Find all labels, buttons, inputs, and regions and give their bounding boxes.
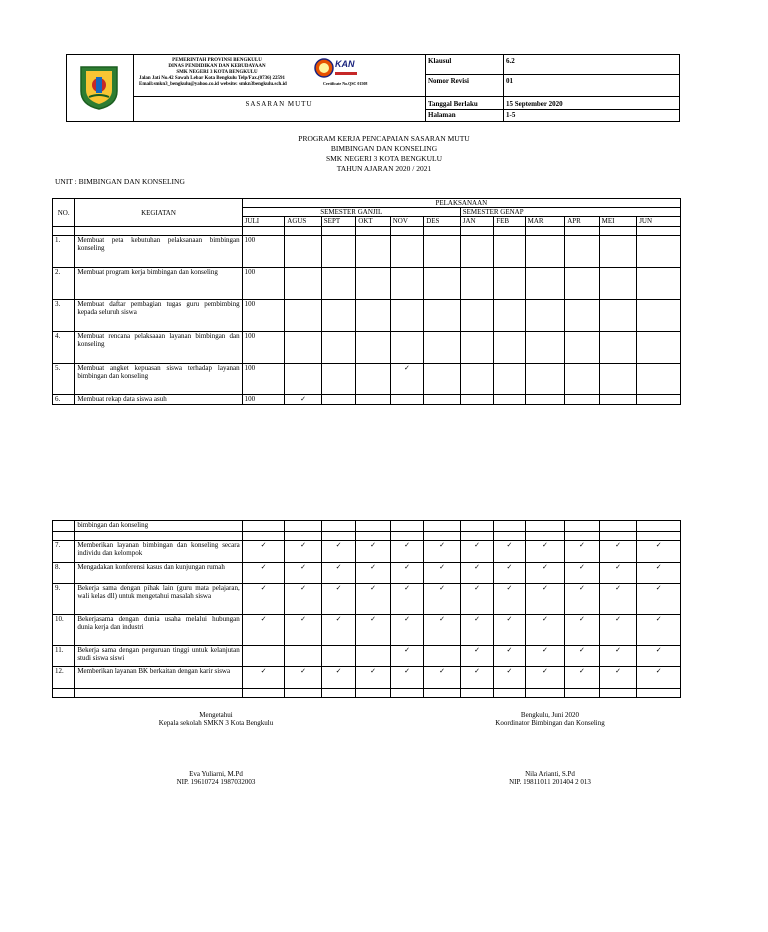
check-mark: ✓ <box>460 541 493 563</box>
empty-cell <box>599 268 637 300</box>
empty-cell <box>285 236 322 268</box>
empty-cell <box>637 236 681 268</box>
check-mark: ✓ <box>356 541 390 563</box>
empty-cell <box>390 300 423 332</box>
table-row <box>53 332 681 364</box>
row-kegiatan: Membuat daftar pembagian tugas guru pembimbing kepada seluruh siswa <box>75 300 242 332</box>
check-mark: ✓ <box>285 584 322 615</box>
table-row <box>53 584 681 615</box>
empty-cell <box>637 300 681 332</box>
check-mark: ✓ <box>390 646 423 667</box>
empty-cell <box>242 227 285 236</box>
empty-cell <box>565 227 599 236</box>
check-mark: ✓ <box>565 563 599 584</box>
field-value-tanggal: 15 September 2020 <box>506 100 563 108</box>
table-row <box>53 268 681 300</box>
check-mark: ✓ <box>285 395 322 405</box>
month-header-sept: SEPT <box>321 217 355 227</box>
sig-left-line1: Mengetahui <box>199 711 233 719</box>
field-label-revisi: Nomor Revisi <box>428 77 469 85</box>
empty-cell <box>356 300 390 332</box>
check-mark: ✓ <box>637 615 681 646</box>
empty-cell <box>321 646 355 667</box>
check-mark: ✓ <box>356 667 390 689</box>
check-mark: ✓ <box>494 667 525 689</box>
row-kegiatan: Membuat peta kebutuhan pelaksanaan bimbingan konseling <box>75 236 242 268</box>
empty-cell <box>356 236 390 268</box>
program-table-top <box>52 198 681 405</box>
empty-cell <box>599 364 637 395</box>
check-mark: ✓ <box>321 563 355 584</box>
empty-cell <box>321 364 355 395</box>
row-kegiatan: Membuat rekap data siswa asuh <box>75 395 242 405</box>
empty-cell <box>321 268 355 300</box>
check-mark: ✓ <box>321 667 355 689</box>
org-line-2: DINAS PENDIDIKAN DAN KEBUDAYAAN <box>168 64 266 69</box>
empty-cell <box>525 268 565 300</box>
empty-cell <box>565 300 599 332</box>
empty-cell <box>75 227 242 236</box>
empty-cell <box>321 395 355 405</box>
percent-value: 100 <box>242 395 285 405</box>
empty-cell <box>494 689 525 698</box>
header-pelaksanaan: PELAKSANAAN <box>242 199 680 208</box>
row-number: 8. <box>53 563 75 584</box>
empty-cell <box>637 364 681 395</box>
row-number: 4. <box>53 332 75 364</box>
check-mark: ✓ <box>424 615 461 646</box>
check-mark: ✓ <box>637 541 681 563</box>
empty-cell <box>321 689 355 698</box>
row-number: 12. <box>53 667 75 689</box>
empty-cell <box>494 236 525 268</box>
empty-cell <box>321 521 355 532</box>
month-header-mei: MEI <box>599 217 637 227</box>
table-row <box>53 667 681 689</box>
field-value-revisi: 01 <box>506 77 513 85</box>
empty-cell <box>565 689 599 698</box>
empty-cell <box>637 395 681 405</box>
header-semester-genap: SEMESTER GENAP <box>460 208 680 217</box>
check-mark: ✓ <box>525 667 565 689</box>
empty-cell <box>321 227 355 236</box>
row-kegiatan: Bekerjasama dengan dunia usaha melalui hubungan dunia kerja dan industri <box>75 615 242 646</box>
empty-cell <box>525 689 565 698</box>
empty-cell <box>599 236 637 268</box>
month-header-juli: JULI <box>242 217 285 227</box>
empty-cell <box>285 268 322 300</box>
org-line-1: PEMERINTAH PROVINSI BENGKULU <box>172 58 262 63</box>
empty-cell <box>242 646 285 667</box>
check-mark: ✓ <box>565 615 599 646</box>
empty-cell <box>75 532 242 541</box>
table-row <box>53 646 681 667</box>
empty-cell <box>599 227 637 236</box>
check-mark: ✓ <box>424 563 461 584</box>
empty-cell <box>565 395 599 405</box>
empty-cell <box>525 332 565 364</box>
row-number: 6. <box>53 395 75 405</box>
empty-cell <box>424 395 461 405</box>
title-line-2: BIMBINGAN DAN KONSELING <box>330 144 438 153</box>
empty-cell <box>494 395 525 405</box>
row-kegiatan: Membuat program kerja bimbingan dan konseling <box>75 268 242 300</box>
program-table-bottom <box>52 520 681 698</box>
empty-cell <box>285 689 322 698</box>
check-mark: ✓ <box>242 615 285 646</box>
check-mark: ✓ <box>321 615 355 646</box>
empty-cell <box>285 227 322 236</box>
month-header-apr: APR <box>565 217 599 227</box>
month-header-agus: AGUS <box>285 217 322 227</box>
empty-cell <box>525 236 565 268</box>
month-header-okt: OKT <box>356 217 390 227</box>
check-mark: ✓ <box>390 584 423 615</box>
check-mark: ✓ <box>599 563 637 584</box>
header-semester-ganjil: SEMESTER GANJIL <box>242 208 460 217</box>
address-line: Jalan Jati No.42 Sawah Lebar Kota Bengkulu Telp/Fax.(0736) 22591 <box>139 76 286 81</box>
month-header-feb: FEB <box>494 217 525 227</box>
check-mark: ✓ <box>424 667 461 689</box>
check-mark: ✓ <box>494 563 525 584</box>
table-row <box>53 541 681 563</box>
empty-cell <box>356 395 390 405</box>
empty-cell <box>565 364 599 395</box>
empty-cell <box>637 268 681 300</box>
row-number: 3. <box>53 300 75 332</box>
check-mark: ✓ <box>242 667 285 689</box>
empty-cell <box>356 689 390 698</box>
month-header-nov: NOV <box>390 217 423 227</box>
check-mark: ✓ <box>285 667 322 689</box>
empty-cell <box>525 532 565 541</box>
check-mark: ✓ <box>460 615 493 646</box>
sig-right-name: Nila Arianti, S.Pd <box>525 770 575 778</box>
empty-cell <box>525 364 565 395</box>
check-mark: ✓ <box>525 646 565 667</box>
kan-logo: KAN <box>335 59 355 69</box>
empty-cell <box>321 532 355 541</box>
empty-cell <box>390 532 423 541</box>
sig-left-line2: Kepala sekolah SMKN 3 Kota Bengkulu <box>158 719 274 727</box>
check-mark: ✓ <box>285 541 322 563</box>
kan-logo-bar <box>335 72 357 75</box>
month-header-des: DES <box>424 217 461 227</box>
check-mark: ✓ <box>565 646 599 667</box>
check-mark: ✓ <box>242 541 285 563</box>
check-mark: ✓ <box>565 584 599 615</box>
empty-cell <box>599 395 637 405</box>
row-kegiatan: Membuat angket kepuasan siswa terhadap layanan bimbingan dan konseling <box>75 364 242 395</box>
empty-cell <box>53 227 75 236</box>
empty-cell <box>356 364 390 395</box>
empty-cell <box>356 332 390 364</box>
check-mark: ✓ <box>599 584 637 615</box>
check-mark: ✓ <box>242 584 285 615</box>
empty-cell <box>637 227 681 236</box>
empty-cell <box>242 689 285 698</box>
check-mark: ✓ <box>494 584 525 615</box>
check-mark: ✓ <box>285 563 322 584</box>
unit-label: UNIT : BIMBINGAN DAN KONSELING <box>55 177 185 186</box>
check-mark: ✓ <box>460 646 493 667</box>
empty-cell <box>356 268 390 300</box>
table-row <box>53 364 681 395</box>
empty-cell <box>460 332 493 364</box>
row-kegiatan: Memberikan layanan BK berkaitan dengan karir siswa <box>75 667 242 689</box>
empty-cell <box>599 300 637 332</box>
empty-cell <box>494 332 525 364</box>
check-mark: ✓ <box>637 563 681 584</box>
empty-cell <box>242 532 285 541</box>
empty-cell <box>356 521 390 532</box>
table-row <box>53 395 681 405</box>
sig-right-line1: Bengkulu, Juni 2020 <box>520 711 580 719</box>
field-value-halaman: 1-5 <box>506 111 516 119</box>
empty-cell <box>321 300 355 332</box>
check-mark: ✓ <box>599 646 637 667</box>
row-number: 2. <box>53 268 75 300</box>
empty-cell <box>565 268 599 300</box>
empty-cell <box>75 689 242 698</box>
empty-cell <box>460 532 493 541</box>
row-kegiatan: Memberikan layanan bimbingan dan konseling secara individu dan kelompok <box>75 541 242 563</box>
row-kegiatan: Bekerja sama dengan pihak lain (guru mata pelajaran, wali kelas dll) untuk mengetahui masalah siswa <box>75 584 242 615</box>
empty-cell <box>637 521 681 532</box>
empty-cell <box>460 300 493 332</box>
check-mark: ✓ <box>390 563 423 584</box>
empty-cell <box>424 364 461 395</box>
empty-cell <box>321 332 355 364</box>
check-mark: ✓ <box>390 615 423 646</box>
check-mark: ✓ <box>460 667 493 689</box>
percent-value: 100 <box>242 236 285 268</box>
check-mark: ✓ <box>494 646 525 667</box>
header-kegiatan: KEGIATAN <box>75 199 242 227</box>
check-mark: ✓ <box>321 541 355 563</box>
row-kegiatan: Mengadakan konferensi kasus dan kunjungan rumah <box>75 563 242 584</box>
percent-value: 100 <box>242 300 285 332</box>
check-mark: ✓ <box>356 563 390 584</box>
sig-right-line2: Koordinator Bimbingan dan Konseling <box>495 719 605 727</box>
check-mark: ✓ <box>637 646 681 667</box>
empty-cell <box>285 521 322 532</box>
empty-cell <box>599 689 637 698</box>
empty-cell <box>460 364 493 395</box>
check-mark: ✓ <box>424 541 461 563</box>
check-mark: ✓ <box>637 667 681 689</box>
empty-cell <box>390 395 423 405</box>
empty-cell <box>53 521 75 532</box>
empty-cell <box>494 227 525 236</box>
row-number: 9. <box>53 584 75 615</box>
empty-cell <box>390 332 423 364</box>
iso-logo <box>314 58 334 83</box>
check-mark: ✓ <box>599 541 637 563</box>
check-mark: ✓ <box>356 584 390 615</box>
empty-cell <box>390 521 423 532</box>
empty-cell <box>356 227 390 236</box>
empty-cell <box>390 268 423 300</box>
check-mark: ✓ <box>285 615 322 646</box>
check-mark: ✓ <box>565 541 599 563</box>
check-mark: ✓ <box>390 364 423 395</box>
empty-cell <box>637 689 681 698</box>
table-row <box>53 236 681 268</box>
row-number: 1. <box>53 236 75 268</box>
check-mark: ✓ <box>390 667 423 689</box>
empty-cell <box>424 532 461 541</box>
empty-cell <box>390 227 423 236</box>
percent-value: 100 <box>242 364 285 395</box>
empty-cell <box>321 236 355 268</box>
percent-value: 100 <box>242 268 285 300</box>
empty-cell <box>460 227 493 236</box>
sig-left-name: Eva Yuliarni, M.Pd <box>189 770 243 778</box>
check-mark: ✓ <box>565 667 599 689</box>
empty-cell <box>285 300 322 332</box>
empty-cell <box>494 268 525 300</box>
empty-cell <box>424 227 461 236</box>
empty-cell <box>494 300 525 332</box>
certificate-number: Certificate No.QSC 01508 <box>323 81 368 86</box>
sig-left-nip: NIP. 19610724 1987032003 <box>176 778 256 786</box>
field-value-klausul: 6.2 <box>506 57 515 65</box>
doc-title: SASARAN MUTU <box>245 100 313 108</box>
empty-cell <box>525 521 565 532</box>
check-mark: ✓ <box>525 541 565 563</box>
header-no: NO. <box>53 199 75 227</box>
table-row <box>53 563 681 584</box>
title-line-3: SMK NEGERI 3 KOTA BENGKULU <box>325 154 443 163</box>
empty-cell <box>460 395 493 405</box>
check-mark: ✓ <box>637 584 681 615</box>
empty-cell <box>525 395 565 405</box>
empty-cell <box>460 521 493 532</box>
month-header-jun: JUN <box>637 217 681 227</box>
empty-cell <box>356 646 390 667</box>
empty-cell <box>424 646 461 667</box>
empty-cell <box>599 332 637 364</box>
empty-cell <box>460 236 493 268</box>
percent-value: 100 <box>242 332 285 364</box>
empty-cell <box>565 236 599 268</box>
check-mark: ✓ <box>525 563 565 584</box>
row-number: 7. <box>53 541 75 563</box>
table-row <box>53 615 681 646</box>
check-mark: ✓ <box>525 584 565 615</box>
check-mark: ✓ <box>460 584 493 615</box>
empty-cell <box>242 521 285 532</box>
province-emblem <box>75 63 123 116</box>
empty-cell <box>424 236 461 268</box>
empty-cell <box>637 532 681 541</box>
empty-cell <box>565 332 599 364</box>
empty-cell <box>460 689 493 698</box>
title-line-1: PROGRAM KERJA PENCAPAIAN SASARAN MUTU <box>298 134 470 143</box>
empty-cell <box>494 364 525 395</box>
month-header-mar: MAR <box>525 217 565 227</box>
empty-cell <box>565 521 599 532</box>
field-label-tanggal: Tanggal Berlaku <box>428 100 478 108</box>
empty-cell <box>285 532 322 541</box>
empty-cell <box>390 236 423 268</box>
check-mark: ✓ <box>242 563 285 584</box>
empty-cell <box>565 532 599 541</box>
empty-cell <box>494 532 525 541</box>
empty-cell <box>424 268 461 300</box>
check-mark: ✓ <box>494 541 525 563</box>
empty-cell <box>599 521 637 532</box>
empty-cell <box>390 689 423 698</box>
empty-cell <box>356 532 390 541</box>
row-kegiatan: Bekerja sama dengan perguruan tinggi untuk kelanjutan studi siswa siswi <box>75 646 242 667</box>
check-mark: ✓ <box>599 615 637 646</box>
empty-cell <box>424 300 461 332</box>
empty-cell <box>285 332 322 364</box>
row-kegiatan: Membuat rencana pelaksaaan layanan bimbingan dan konseling <box>75 332 242 364</box>
row-number: 11. <box>53 646 75 667</box>
empty-cell <box>285 646 322 667</box>
empty-cell <box>285 364 322 395</box>
empty-cell <box>424 689 461 698</box>
continuation-text: bimbingan dan konseling <box>75 521 242 532</box>
empty-cell <box>53 689 75 698</box>
row-number: 5. <box>53 364 75 395</box>
sig-right-nip: NIP. 19811011 201404 2 013 <box>509 778 591 786</box>
empty-cell <box>494 521 525 532</box>
title-line-4: TAHUN AJARAN 2020 / 2021 <box>336 164 432 173</box>
field-label-klausul: Klausul <box>428 57 452 65</box>
check-mark: ✓ <box>356 615 390 646</box>
empty-cell <box>424 332 461 364</box>
check-mark: ✓ <box>424 584 461 615</box>
check-mark: ✓ <box>525 615 565 646</box>
empty-cell <box>424 521 461 532</box>
empty-cell <box>599 532 637 541</box>
check-mark: ✓ <box>494 615 525 646</box>
contact-line: Email:smkn3_bengkulu@yahoo.co.id website: smkn3bengkulu.sch.id <box>139 82 287 87</box>
table-row <box>53 300 681 332</box>
field-label-halaman: Halaman <box>428 111 456 119</box>
empty-cell <box>460 268 493 300</box>
row-number: 10. <box>53 615 75 646</box>
empty-cell <box>525 300 565 332</box>
month-header-jan: JAN <box>460 217 493 227</box>
empty-cell <box>637 332 681 364</box>
check-mark: ✓ <box>599 667 637 689</box>
document-header <box>66 54 680 122</box>
org-line-3: SMK NEGERI 3 KOTA BENGKULU <box>176 70 258 75</box>
empty-cell <box>525 227 565 236</box>
empty-cell <box>53 532 75 541</box>
check-mark: ✓ <box>460 563 493 584</box>
check-mark: ✓ <box>321 584 355 615</box>
check-mark: ✓ <box>390 541 423 563</box>
